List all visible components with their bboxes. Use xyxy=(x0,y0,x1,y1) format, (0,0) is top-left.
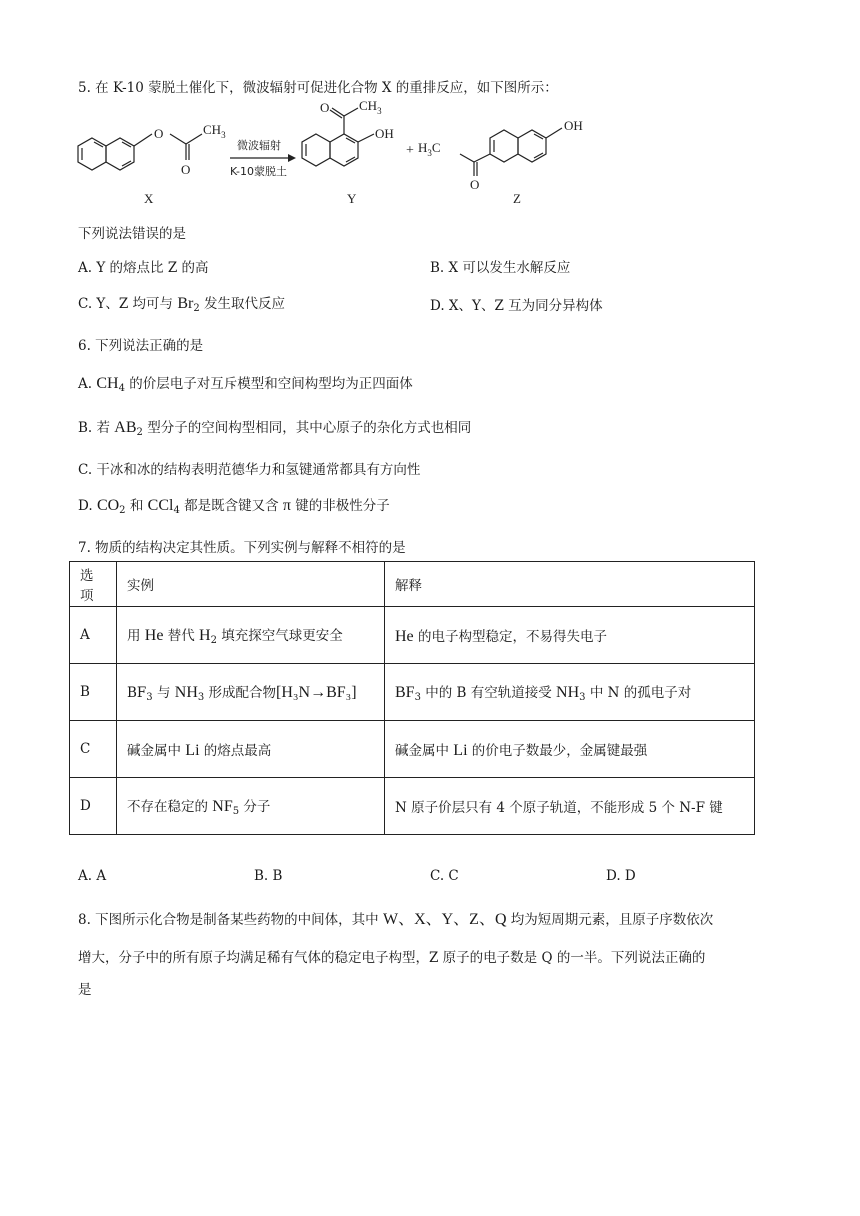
row-example: $BF_3$ 与 $NH_3$ 形成配合物[H₃N→BF₃] xyxy=(117,664,385,721)
row-explanation: He 的电子构型稳定，不易得失电子 xyxy=(385,607,755,664)
q5-option-d[interactable]: D. X、Y、Z 互为同分异构体 xyxy=(430,298,603,314)
header-example: 实例 xyxy=(117,562,385,607)
y-carbonyl-o: O xyxy=(320,100,330,115)
q5-option-c[interactable]: C. Y、Z 均可与 $Br_2$ 发生取代反应 xyxy=(78,295,285,314)
q6-option-a[interactable]: A. $CH_4$ 的价层电子对互斥模型和空间构型均为正四面体 xyxy=(78,375,413,394)
x-ch3-label: $CH_3$ xyxy=(203,122,226,140)
q6-option-d[interactable]: D. $CO_2$ 和 CCl$_4$ 都是既含键又含 π 键的非极性分子 xyxy=(78,497,390,516)
header-explanation: 解释 xyxy=(385,562,755,607)
x-ester-o: O xyxy=(154,126,164,141)
q5-option-a[interactable]: A. Y 的熔点比 Z 的高 xyxy=(78,260,209,276)
q6-stem: 6. 下列说法正确的是 xyxy=(78,338,204,354)
y-oh-label: OH xyxy=(375,126,394,141)
reaction-arrow-head xyxy=(288,154,296,162)
q7-table xyxy=(69,561,755,835)
row-example: 用 He 替代 $H_2$ 填充探空气球更安全 xyxy=(117,607,385,664)
y-naphthalene-ring-2 xyxy=(330,134,358,166)
z-label: Z xyxy=(513,191,521,206)
q8-line-1: 8. 下图所示化合物是制备某些药物的中间体，其中 W、X、Y、Z、Q 均为短周期元素，且原子序数依次 xyxy=(78,911,714,928)
table-row xyxy=(70,607,755,664)
q5-stem: 5. 在 K-10 蒙脱土催化下，微波辐射可促进化合物 X 的重排反应，如下图所示： xyxy=(78,80,558,96)
arrow-bottom-label: K-10蒙脱土 xyxy=(230,165,288,178)
row-explanation: N 原子价层只有 4 个原子轨道，不能形成 5 个 N-F 键 xyxy=(385,778,755,835)
row-option: D xyxy=(70,778,117,835)
row-option: A xyxy=(70,607,117,664)
z-h3c-label: $H_3C$ xyxy=(418,140,441,158)
q7-answer-a[interactable]: A. A xyxy=(78,868,107,884)
q6-option-c[interactable]: C. 干冰和冰的结构表明范德华力和氢键通常都具有方向性 xyxy=(78,462,421,478)
plus-sign: + xyxy=(406,143,414,158)
q7-stem: 7. 物质的结构决定其性质。下列实例与解释不相符的是 xyxy=(78,540,406,556)
x-carbonyl-o: O xyxy=(181,162,191,177)
q6-option-b[interactable]: B. 若 $AB_2$ 型分子的空间构型相同，其中心原子的杂化方式也相同 xyxy=(78,419,472,438)
y-label: Y xyxy=(347,191,357,206)
row-option: B xyxy=(70,664,117,721)
row-example: 不存在稳定的 $NF_5$ 分子 xyxy=(117,778,385,835)
q7-answer-b[interactable]: B. B xyxy=(254,868,283,884)
x-naphthalene-ring-2 xyxy=(106,138,134,170)
z-naphthalene-ring-2 xyxy=(518,130,546,162)
z-carbonyl-o: O xyxy=(470,177,480,192)
table-row xyxy=(70,778,755,835)
row-explanation: 碱金属中 Li 的价电子数最少，金属键最强 xyxy=(385,721,755,778)
x-label: X xyxy=(144,191,154,206)
q7-answer-d[interactable]: D. D xyxy=(606,868,636,884)
y-ch3-label: $CH_3$ xyxy=(359,98,382,116)
header-option: 选项 xyxy=(70,562,117,607)
table-header-row xyxy=(70,562,755,607)
q5-option-b[interactable]: B. X 可以发生水解反应 xyxy=(430,260,571,276)
reaction-diagram xyxy=(70,96,630,212)
table-row xyxy=(70,721,755,778)
z-oh-label: OH xyxy=(564,118,583,133)
q5-question: 下列说法错误的是 xyxy=(78,226,186,242)
q8-line-3: 是 xyxy=(78,982,92,998)
arrow-top-label: 微波辐射 xyxy=(237,139,281,152)
q8-line-2: 增大，分子中的所有原子均满足稀有气体的稳定电子构型，Z 原子的电子数是 Q 的一半。下列说法正确的 xyxy=(78,950,706,966)
row-explanation: $BF_3$ 中的 B 有空轨道接受 $NH_3$ 中 N 的孤电子对 xyxy=(385,664,755,721)
row-option: C xyxy=(70,721,117,778)
q7-answer-c[interactable]: C. C xyxy=(430,868,459,884)
row-example: 碱金属中 Li 的熔点最高 xyxy=(117,721,385,778)
table-row xyxy=(70,664,755,721)
